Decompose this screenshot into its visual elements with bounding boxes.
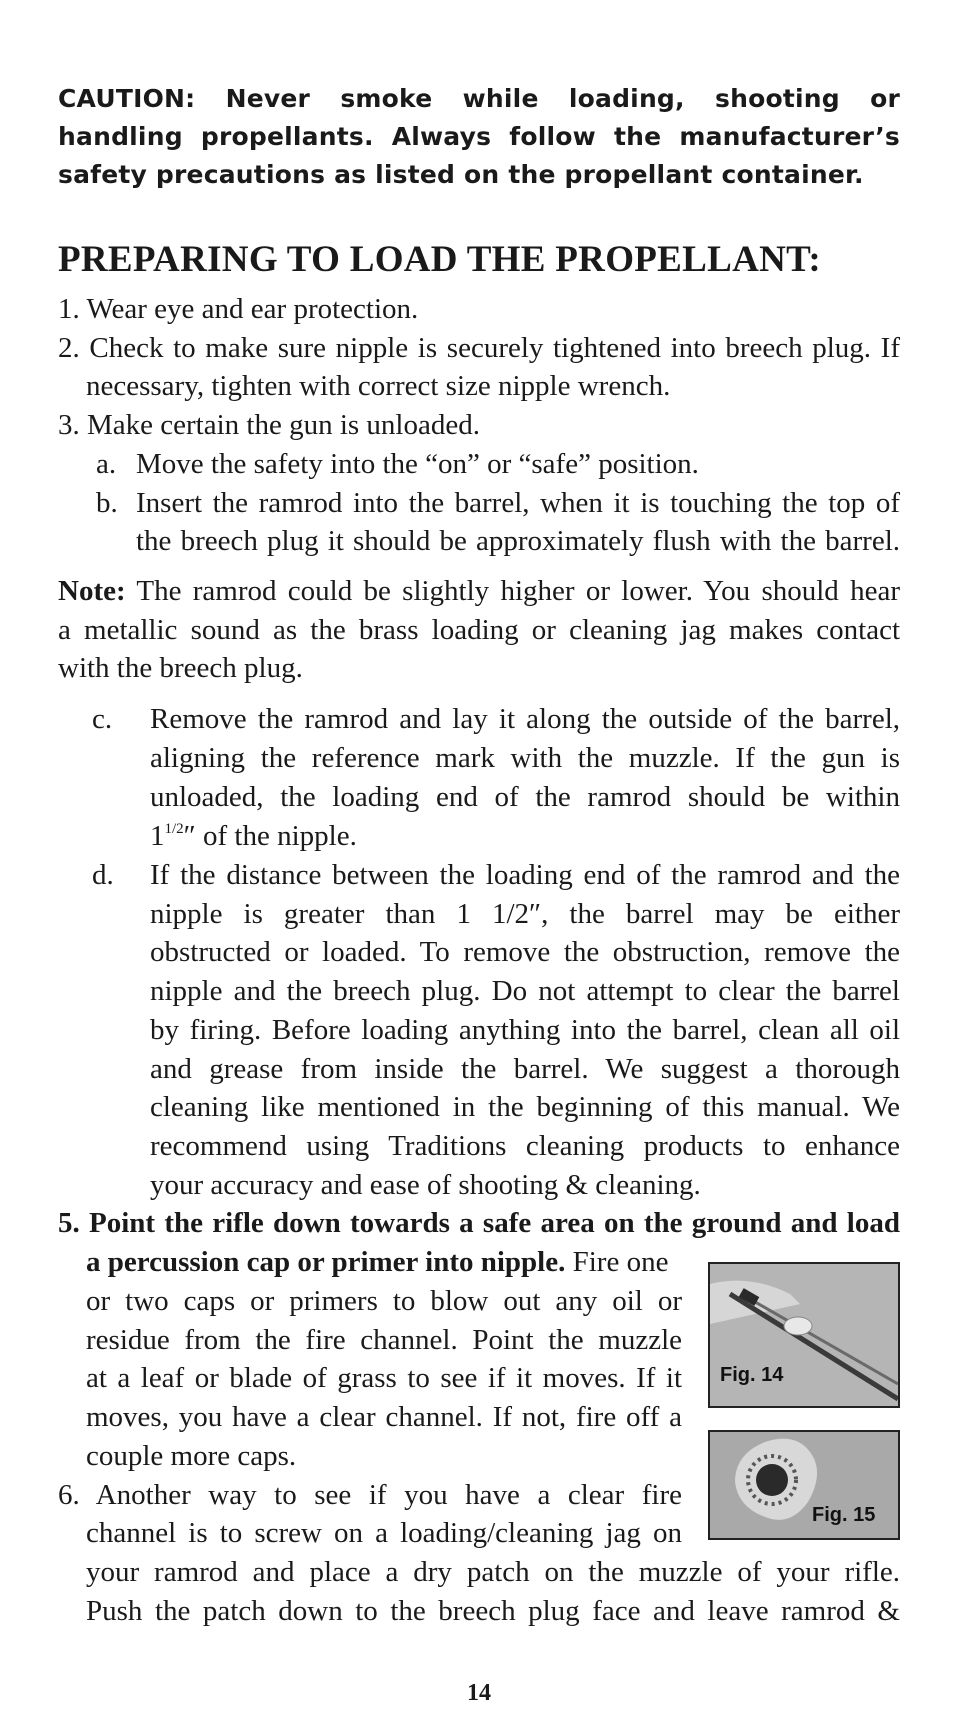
note-label: Note: [58,575,126,607]
sub-d-line: obstructed or loaded. To remove the obstruction, remove the [150,936,900,968]
sub-d-line: If the distance between the loading end of the ramrod and the [150,859,900,891]
step-5-text: Fire one [565,1246,669,1278]
step-3b-line: Insert the ramrod into the barrel, when it is touching the top of [136,487,900,519]
step-3b-marker: b. [96,487,118,519]
sub-c-tail: ″ of the nipple. [183,820,357,852]
step-6-line: 6. Another way to see if you have a clear fire [58,1479,682,1511]
page-number: 14 [467,1680,491,1706]
step-5-line: or two caps or primers to blow out any oil or [86,1285,682,1317]
sub-d-line: cleaning like mentioned in the beginning of this manual. We [150,1091,900,1123]
note-line: with the breech plug. [58,652,303,684]
step-5-line: couple more caps. [86,1440,297,1472]
step-5-line: residue from the fire channel. Point the muzzle [86,1324,682,1356]
note-line [58,572,900,610]
note-line: a metallic sound as the brass loading or cleaning jag makes contact [58,614,900,646]
step-3a: Move the safety into the “on” or “safe” position. [136,448,699,480]
sub-d-line: nipple and the breech plug. Do not attempt to clear the barrel [150,975,900,1007]
sub-d-line: recommend using Traditions cleaning products to enhance [150,1130,900,1162]
sub-c-marker: c. [92,703,113,735]
step-5-line [86,1243,668,1281]
manual-page [58,0,900,1735]
caution-line: CAUTION: Never smoke while loading, shooting or [58,84,900,113]
step-6-line: channel is to screw on a loading/cleaning jag on [86,1517,682,1549]
section-heading: PREPARING TO LOAD THE PROPELLANT: [58,239,822,280]
figure-14-label: Fig. 14 [720,1364,784,1386]
step-5-line: 5. Point the rifle down towards a safe area on the ground and load [58,1207,900,1239]
sub-c-line: Remove the ramrod and lay it along the outside of the barrel, [150,703,900,735]
step-3: 3. Make certain the gun is unloaded. [58,409,480,441]
note-text: The ramrod could be slightly higher or lower. You should hear [136,575,900,607]
sub-d-line: nipple is greater than 1 1/2″, the barrel may be either [150,898,900,930]
figure-15-label: Fig. 15 [812,1504,876,1526]
sub-d-line: and grease from inside the barrel. We suggest a thorough [150,1053,900,1085]
step-2-line: 2. Check to make sure nipple is securely tightened into breech plug. If [58,332,900,364]
sub-c-line: aligning the reference mark with the muzzle. If the gun is [150,742,900,774]
step-6-line: Push the patch down to the breech plug face and leave ramrod & [86,1595,900,1627]
sub-d-line: by firing. Before loading anything into the barrel, clean all oil [150,1014,900,1046]
fraction-superscript: 1/2 [164,821,184,837]
step-6-line: your ramrod and place a dry patch on the muzzle of your rifle. [86,1556,900,1588]
fraction-whole: 1 [150,820,165,852]
step-3a-marker: a. [96,448,117,480]
step-5-line: moves, you have a clear channel. If not, fire off a [86,1401,682,1433]
sub-c-line [150,817,357,855]
step-5-bold-text: a percussion cap or primer into nipple. [86,1246,566,1278]
sub-d-line: your accuracy and ease of shooting & cleaning. [150,1169,701,1201]
caution-block [58,80,900,194]
figure-14-ramrod-photo [708,1262,900,1408]
sub-c-line: unloaded, the loading end of the ramrod should be within [150,781,900,813]
step-2-line: necessary, tighten with correct size nipple wrench. [86,370,671,402]
caution-line: handling propellants. Always follow the manufacturer’s [58,122,900,151]
figure-15-patch-photo [708,1430,900,1540]
step-3b-line: the breech plug it should be approximately flush with the barrel. [136,525,900,557]
step-5-line: at a leaf or blade of grass to see if it moves. If it [86,1362,682,1394]
step-1: 1. Wear eye and ear protection. [58,293,419,325]
sub-d-marker: d. [92,859,114,891]
caution-line: safety precautions as listed on the propellant container. [58,160,864,189]
